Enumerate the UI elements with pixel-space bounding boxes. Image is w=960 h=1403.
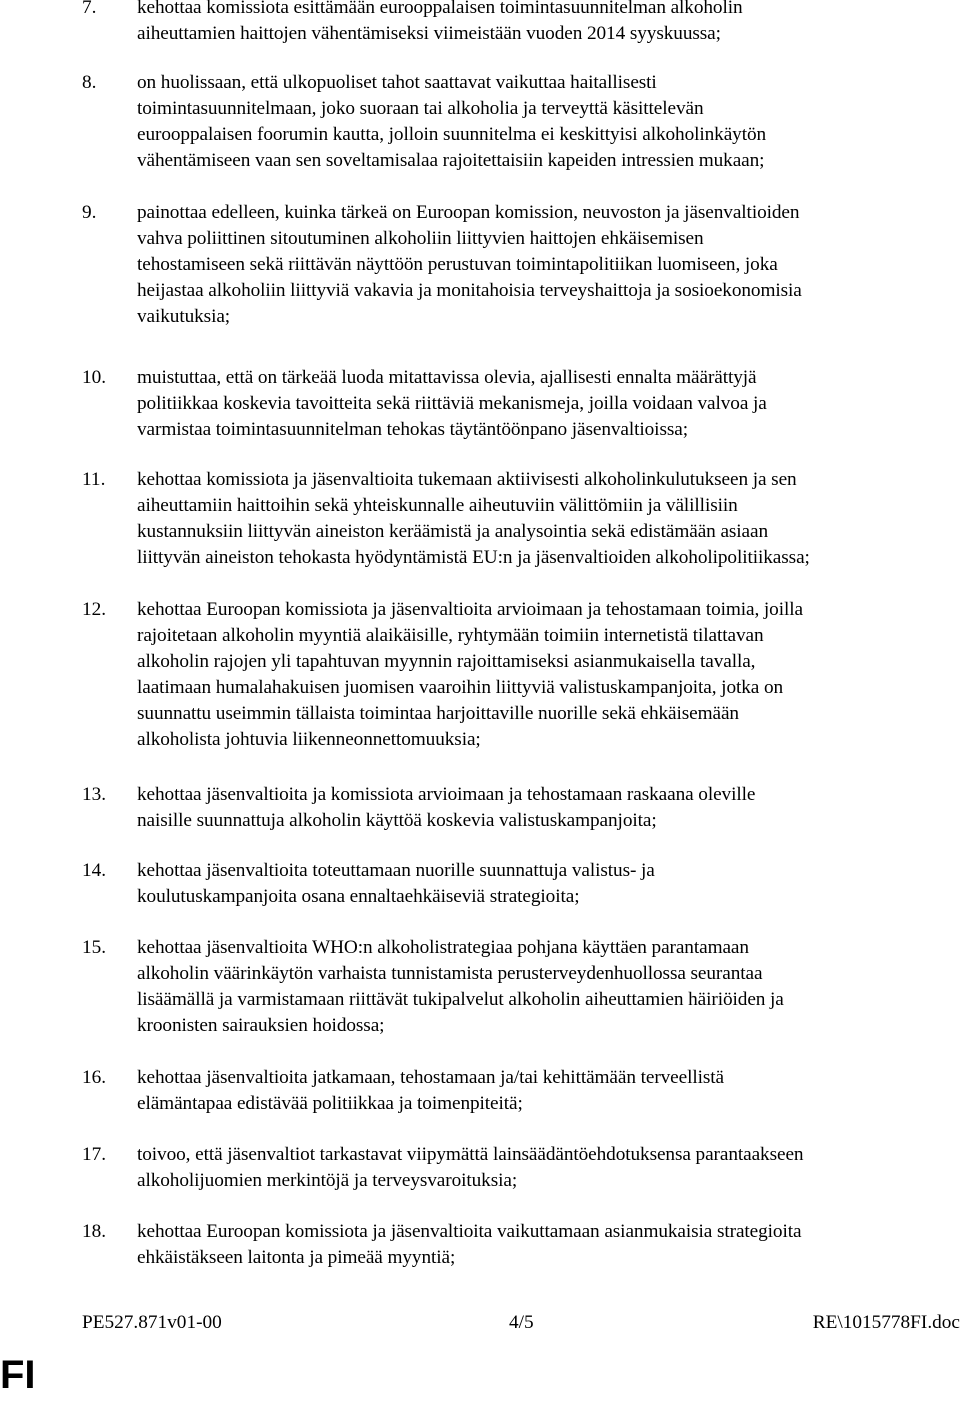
item-number: 15. <box>82 937 107 958</box>
text-line: muistuttaa, että on tärkeää luoda mitattavissa olevia, ajallisesti ennalta määrättyjä <box>137 367 757 388</box>
text-line: tehostamiseen sekä riittävän näyttöön perustuvan toimintapolitiikan luomiseen, joka <box>137 254 778 275</box>
text-line: aiheuttamiin haittoihin sekä yhteiskunnalle aiheutuviin välittömiin ja välillisiin <box>137 495 738 516</box>
item-number: 17. <box>82 1144 107 1165</box>
text-line: varmistaa toimintasuunnitelman tehokas täytäntöönpano jäsenvaltioissa; <box>137 419 688 440</box>
footer-file-ref: RE\1015778FI.doc <box>812 1312 960 1333</box>
item-number: 10. <box>82 367 107 388</box>
item-text <box>137 597 952 753</box>
item-text <box>137 467 952 571</box>
item-number: 13. <box>82 784 107 805</box>
text-line: koulutuskampanjoita osana ennaltaehkäiseviä strategioita; <box>137 886 580 907</box>
item-text <box>137 0 952 47</box>
footer-page-number: 4/5 <box>509 1312 534 1333</box>
text-line: vaikutuksia; <box>137 306 231 327</box>
text-line: on huolissaan, että ulkopuoliset tahot saattavat vaikuttaa haitallisesti <box>137 72 657 93</box>
item-number: 16. <box>82 1067 107 1088</box>
text-line: alkoholijuomien merkintöjä ja terveysvaroituksia; <box>137 1170 518 1191</box>
text-line: heijastaa alkoholiin liittyviä vakavia ja monitahoisia terveyshaittoja ja sosioekonomisia <box>137 280 802 301</box>
footer-doc-ref: PE527.871v01-00 <box>82 1312 222 1333</box>
text-line: aiheuttamien haittojen vähentämiseksi viimeistään vuoden 2014 syyskuussa; <box>137 23 721 44</box>
item-text <box>137 365 952 443</box>
text-line: kehottaa jäsenvaltioita toteuttamaan nuorille suunnattuja valistus- ja <box>137 860 655 881</box>
text-line: vähentämiseen vaan sen soveltamisalaa rajoitettaisiin kapeiden intressien mukaan; <box>137 150 765 171</box>
text-line: toimintasuunnitelmaan, joko suoraan tai alkoholia ja terveyttä käsittelevän <box>137 98 704 119</box>
text-line: kroonisten sairauksien hoidossa; <box>137 1015 385 1036</box>
item-text <box>137 1065 952 1117</box>
item-text <box>137 935 952 1039</box>
text-line: elämäntapaa edistävää politiikkaa ja toimenpiteitä; <box>137 1093 523 1114</box>
text-line: rajoitetaan alkoholin myyntiä alaikäisille, ryhtymään toimiin internetistä tilattavan <box>137 625 764 646</box>
text-line: eurooppalaisen foorumin kautta, jolloin suunnitelma ei keskittyisi alkoholinkäytön <box>137 124 767 145</box>
item-number: 7. <box>82 0 97 18</box>
text-line: kehottaa Euroopan komissiota ja jäsenvaltioita vaikuttamaan asianmukaisia strategioita <box>137 1221 802 1242</box>
item-number: 18. <box>82 1221 107 1242</box>
item-text <box>137 1142 952 1194</box>
item-text <box>137 858 952 910</box>
text-line: kehottaa komissiota ja jäsenvaltioita tukemaan aktiivisesti alkoholinkulutukseen ja sen <box>137 469 797 490</box>
text-line: lisäämällä ja varmistamaan riittävät tukipalvelut alkoholin aiheuttamien häiriöiden ja <box>137 989 784 1010</box>
item-number: 9. <box>82 202 97 223</box>
text-line: kehottaa Euroopan komissiota ja jäsenvaltioita arvioimaan ja tehostamaan toimia, joilla <box>137 599 803 620</box>
text-line: ehkäistäkseen laitonta ja pimeää myyntiä; <box>137 1247 456 1268</box>
item-text <box>137 782 952 834</box>
item-number: 12. <box>82 599 107 620</box>
text-line: naisille suunnattuja alkoholin käyttöä koskevia valistuskampanjoita; <box>137 810 657 831</box>
item-text <box>137 200 952 330</box>
text-line: toivoo, että jäsenvaltiot tarkastavat viipymättä lainsäädäntöehdotuksensa parantaakseen <box>137 1144 804 1165</box>
text-line: alkoholin rajojen yli tapahtuvan myynnin rajoittamiseksi asianmukaisella tavalla, <box>137 651 756 672</box>
text-line: laatimaan humalahakuisen juomisen vaaroihin liittyviä valistuskampanjoita, jotka on <box>137 677 784 698</box>
text-line: kehottaa jäsenvaltioita WHO:n alkoholistrategiaa pohjana käyttäen parantamaan <box>137 937 749 958</box>
text-line: alkoholista johtuvia liikenneonnettomuuksia; <box>137 729 481 750</box>
text-line: vahva poliittinen sitoutuminen alkoholiin liittyvien haittojen ehkäisemisen <box>137 228 704 249</box>
text-line: kehottaa jäsenvaltioita jatkamaan, tehostamaan ja/tai kehittämään terveellistä <box>137 1067 724 1088</box>
text-line: painottaa edelleen, kuinka tärkeä on Euroopan komission, neuvoston ja jäsenvaltioiden <box>137 202 800 223</box>
text-line: politiikkaa koskevia tavoitteita sekä riittäviä mekanismeja, joilla voidaan valvoa ja <box>137 393 767 414</box>
item-number: 11. <box>82 469 106 490</box>
text-line: alkoholin väärinkäytön varhaista tunnistamista perusterveydenhuollossa seurantaa <box>137 963 763 984</box>
item-number: 14. <box>82 860 107 881</box>
item-number: 8. <box>82 72 97 93</box>
item-text <box>137 1219 952 1271</box>
text-line: kehottaa jäsenvaltioita ja komissiota arvioimaan ja tehostamaan raskaana oleville <box>137 784 756 805</box>
language-code: FI <box>0 1353 36 1397</box>
item-text <box>137 70 952 174</box>
text-line: liittyvän aineiston tehokasta hyödyntämistä EU:n ja jäsenvaltioiden alkoholipolitiikassa; <box>137 547 810 568</box>
text-line: kustannuksiin liittyvän aineiston keräämistä ja analysointia sekä edistämään asiaan <box>137 521 769 542</box>
text-line: kehottaa komissiota esittämään eurooppalaisen toimintasuunnitelman alkoholin <box>137 0 743 18</box>
text-line: suunnattu useimmin tällaista toimintaa harjoittaville nuorille sekä ehkäisemään <box>137 703 739 724</box>
